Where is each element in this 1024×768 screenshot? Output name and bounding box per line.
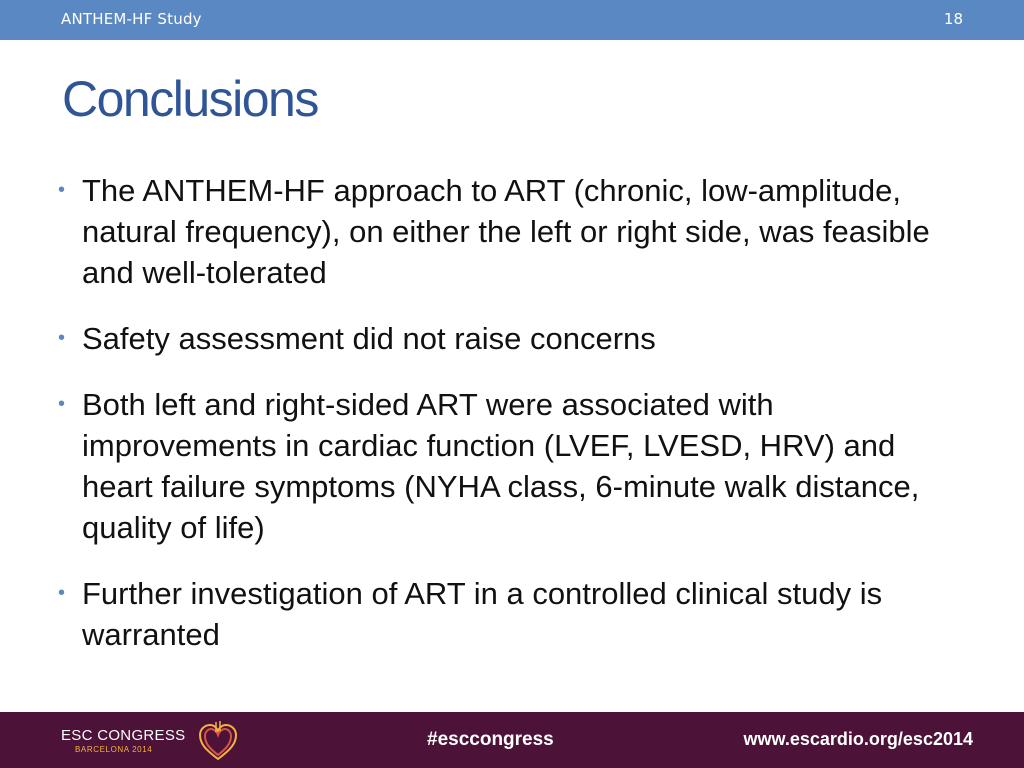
- esc-congress-logo: [61, 728, 185, 755]
- logo-text: ESC CONGRESS: [61, 727, 186, 744]
- list-item: [58, 384, 958, 548]
- logo-subtext: BARCELONA 2014: [75, 745, 153, 754]
- heart-icon: [196, 720, 240, 764]
- bullet-text: Further investigation of ART in a controlled clinical study is warranted: [82, 576, 883, 652]
- footer-bar: [0, 712, 1024, 768]
- list-item: [58, 318, 958, 359]
- bullet-dot-icon: •: [58, 582, 66, 604]
- list-item: [58, 170, 958, 293]
- bullet-dot-icon: •: [58, 393, 66, 415]
- header-bar: [0, 0, 1024, 40]
- list-item: [58, 573, 958, 655]
- bullet-dot-icon: •: [58, 327, 66, 349]
- bullet-text: Both left and right-sided ART were associated with improvements in cardiac function (LVEF, LVESD, HRV) and heart failure symptoms (NYHA class, 6-minute walk distance, quality of life): [82, 387, 920, 545]
- bullet-text: Safety assessment did not raise concerns: [82, 321, 656, 356]
- page-title: Conclusions: [62, 71, 318, 127]
- slide-number: 18: [943, 10, 963, 28]
- hashtag: #esccongress: [427, 729, 554, 750]
- conclusions-list: [58, 170, 958, 655]
- footer-url: www.escardio.org/esc2014: [743, 729, 973, 749]
- bullet-dot-icon: •: [58, 179, 66, 201]
- bullet-text: The ANTHEM-HF approach to ART (chronic, low-amplitude, natural frequency), on either the left or right side, was feasible and well-tolerated: [82, 173, 930, 290]
- study-name: ANTHEM-HF Study: [61, 10, 202, 28]
